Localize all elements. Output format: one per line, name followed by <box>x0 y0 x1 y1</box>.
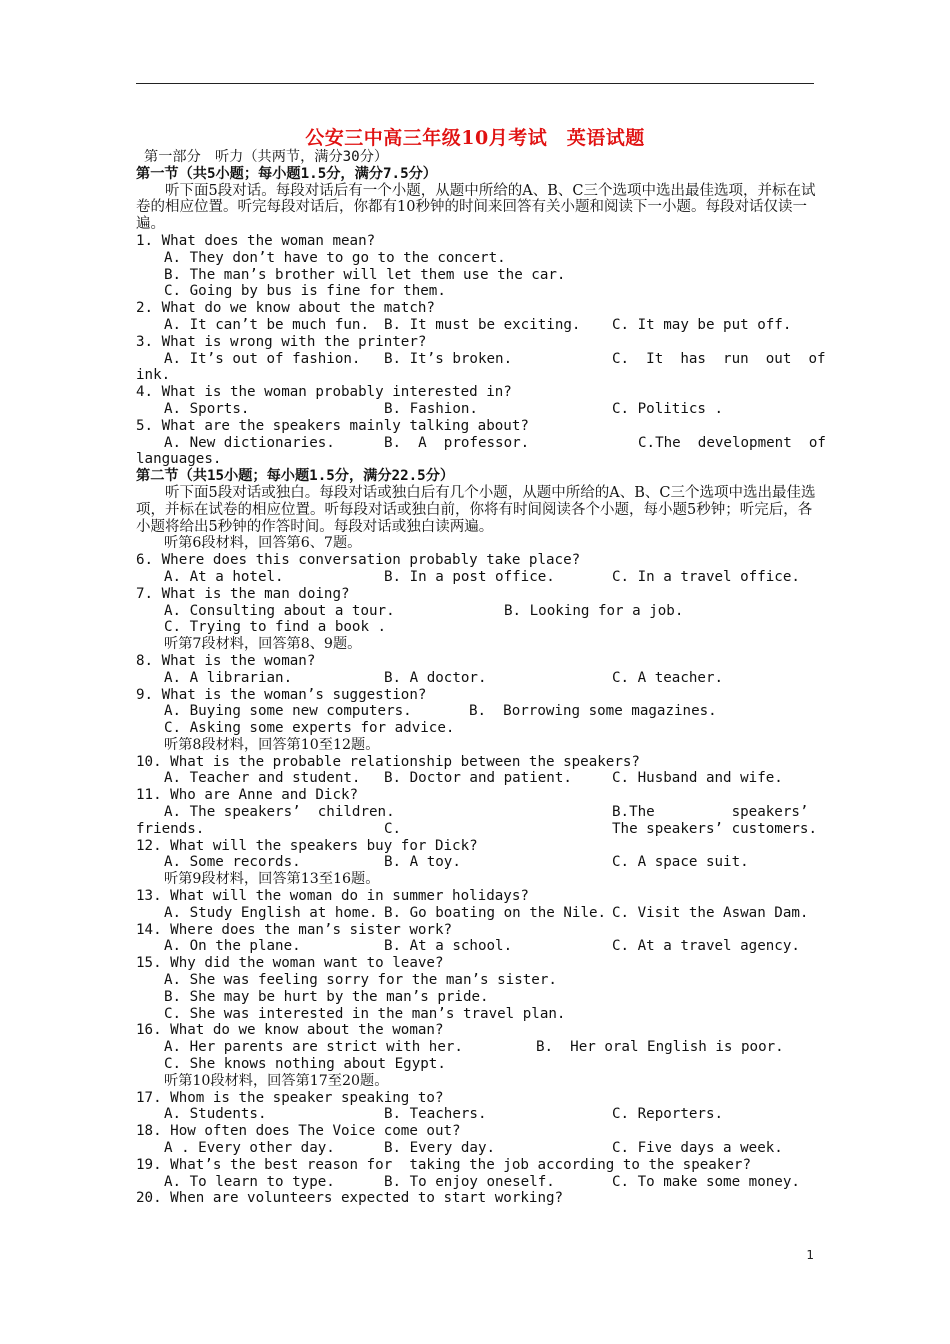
question-stem: 14. Where does the man’s sister work? <box>136 921 453 938</box>
section1-heading: 第一节（共5小题；每小题1.5分，满分7.5分） <box>136 165 437 182</box>
option-c: The speakers’ customers. <box>612 820 817 837</box>
options-row <box>136 905 816 922</box>
option-a: A . Every other day. <box>164 1140 335 1157</box>
option-b: B. Borrowing some magazines. <box>469 703 717 720</box>
option-b: B. Teachers. <box>384 1106 487 1123</box>
question-stem: 2. What do we know about the match? <box>136 300 435 317</box>
option-c: C. Reporters. <box>612 1106 724 1123</box>
question-stem: 7. What is the man doing? <box>136 585 350 602</box>
option-a: A. Sports. <box>164 400 250 417</box>
options-row <box>136 854 816 871</box>
option-b: B. At a school. <box>384 938 513 955</box>
option-b: B. To enjoy oneself. <box>384 1173 555 1190</box>
option-a: A. A librarian. <box>164 669 293 686</box>
option-a: A. Study English at home. <box>164 904 378 921</box>
option-b: B. It’s broken. <box>384 350 513 367</box>
option-a: A. At a hotel. <box>164 568 284 585</box>
option-c: C. It has run out of <box>612 350 826 367</box>
section2-heading: 第二节（共15小题；每小题1.5分，满分22.5分） <box>136 468 455 485</box>
options-row <box>136 804 816 821</box>
options-row <box>136 670 816 687</box>
option-c: C. Trying to find a book . <box>164 619 387 636</box>
option-b: B. It must be exciting. <box>384 316 581 333</box>
exam-body <box>136 149 826 1207</box>
option-b: B. Go boating on the Nile. <box>384 904 607 921</box>
options-row <box>136 821 816 838</box>
section2-instructions: 听下面5段对话或独白。每段对话或独白后有几个小题，从题中所给的A、B、C三个选项中选出最佳选项，并标在试卷的相应位置。听每段对话或独白前，你将有时间阅读各个小题，每小题5秒钟；听完后，各小题将给出5秒钟的作答时间。每段对话或独白读两遍。 <box>136 484 816 535</box>
option-c: C. Politics . <box>612 400 724 417</box>
option-a: A. It can’t be much fun. <box>164 316 369 333</box>
option-b: B. Every day. <box>384 1140 496 1157</box>
question-stem: 4. What is the woman probably interested in? <box>136 384 512 401</box>
header-rule <box>136 83 814 84</box>
options-row <box>136 434 826 452</box>
options-row <box>136 317 816 334</box>
option-b: B. A toy. <box>384 854 461 871</box>
option-b: B. A doctor. <box>384 669 487 686</box>
material-note: 听第8段材料，回答第10至12题。 <box>164 736 380 753</box>
option-b: B. In a post office. <box>384 568 555 585</box>
question-stem: 11. Who are Anne and Dick? <box>136 787 359 804</box>
option-b: B. The man’s brother will let them use the car. <box>164 266 566 283</box>
option-c: C. She was interested in the man’s travel plan. <box>164 1005 566 1022</box>
question-stem: 13. What will the woman do in summer holidays? <box>136 888 529 905</box>
page-number: 1 <box>806 1248 814 1262</box>
option-c: C.The development of <box>638 434 826 451</box>
option-c: C. A teacher. <box>612 669 724 686</box>
option-a: A. They don’t have to go to the concert. <box>164 249 506 266</box>
page-title: 公安三中高三年级10月考试 英语试题 <box>305 127 645 149</box>
question-stem: 17. Whom is the speaker speaking to? <box>136 1089 444 1106</box>
option-b: B. A professor. <box>384 434 530 451</box>
option-a: A. Students. <box>164 1106 267 1123</box>
option-a: A. Her parents are strict with her. <box>164 1039 463 1056</box>
option-a: A. New dictionaries. <box>164 434 335 451</box>
question-stem: 18. How often does The Voice come out? <box>136 1123 461 1140</box>
option-a: A. To learn to type. <box>164 1173 335 1190</box>
part-heading: 第一部分 听力（共两节，满分30分） <box>144 149 389 165</box>
question-stem: 5. What are the speakers mainly talking about? <box>136 417 529 434</box>
question-stem: 10. What is the probable relationship between the speakers? <box>136 753 640 770</box>
option-c: C. At a travel agency. <box>612 938 800 955</box>
option-c: C. Asking some experts for advice. <box>164 720 455 737</box>
material-note: 听第9段材料，回答第13至16题。 <box>164 871 380 888</box>
option-c: C. Five days a week. <box>612 1140 783 1157</box>
question-stem: 15. Why did the woman want to leave? <box>136 955 444 972</box>
option-c: C. She knows nothing about Egypt. <box>164 1056 446 1073</box>
options-row <box>136 1106 816 1123</box>
option-c: C. A space suit. <box>612 854 749 871</box>
option-a: A. Teacher and student. <box>164 770 361 787</box>
option-a: A. It’s out of fashion. <box>164 350 361 367</box>
option-b-continued: friends. <box>136 820 205 837</box>
section1-instructions: 听下面5段对话。每段对话后有一个小题，从题中所给的A、B、C三个选项中选出最佳选项，并标在试卷的相应位置。听完每段对话后，你都有10秒钟的时间来回答有关小题和阅读下一小题。每段对话仅读一遍。 <box>136 182 816 233</box>
question-stem: 19. What’s the best reason for taking the job according to the speaker? <box>136 1156 751 1173</box>
option-a: A. Buying some new computers. <box>164 703 412 720</box>
option-a: A. The speakers’ children. <box>164 804 395 821</box>
option-b: B. Her oral English is poor. <box>536 1039 784 1056</box>
option-b: B. Fashion. <box>384 400 478 417</box>
material-note: 听第7段材料，回答第8、9题。 <box>164 636 362 653</box>
option-b: B. Doctor and patient. <box>384 770 572 787</box>
options-row <box>136 703 816 720</box>
option-b: B. Looking for a job. <box>504 602 684 619</box>
option-c: C. To make some money. <box>612 1173 800 1190</box>
question-stem: 9. What is the woman’s suggestion? <box>136 686 427 703</box>
question-stem: 20. When are volunteers expected to start working? <box>136 1190 564 1207</box>
options-row <box>136 1140 816 1157</box>
question-stem: 3. What is wrong with the printer? <box>136 333 427 350</box>
option-a: A. On the plane. <box>164 938 301 955</box>
options-row <box>136 1174 816 1191</box>
option-c-continued: languages. <box>136 451 222 468</box>
option-b: B.The speakers’ <box>612 804 809 821</box>
option-c: C. In a travel office. <box>612 568 800 585</box>
option-a: A. Some records. <box>164 854 301 871</box>
option-c: C. Going by bus is fine for them. <box>164 283 446 300</box>
question-stem: 8. What is the woman? <box>136 652 316 669</box>
question-stem: 1. What does the woman mean? <box>136 232 376 249</box>
option-c-continued: ink. <box>136 367 171 384</box>
material-note: 听第6段材料，回答第6、7题。 <box>164 535 362 552</box>
question-stem: 16. What do we know about the woman? <box>136 1022 444 1039</box>
question-stem: 6. Where does this conversation probably take place? <box>136 552 581 569</box>
option-c: C. Visit the Aswan Dam. <box>612 904 809 921</box>
options-row <box>136 401 816 418</box>
options-row <box>136 938 816 955</box>
option-c: C. Husband and wife. <box>612 770 783 787</box>
material-note: 听第10段材料，回答第17至20题。 <box>164 1072 389 1089</box>
options-row <box>136 350 826 368</box>
options-row <box>136 569 816 586</box>
option-c-label: C. <box>384 820 402 837</box>
options-row <box>136 1039 816 1056</box>
options-row <box>136 603 816 620</box>
option-c: C. It may be put off. <box>612 316 792 333</box>
option-b: B. She may be hurt by the man’s pride. <box>164 988 489 1005</box>
option-a: A. Consulting about a tour. <box>164 602 395 619</box>
question-stem: 12. What will the speakers buy for Dick? <box>136 837 478 854</box>
options-row <box>136 770 816 787</box>
option-a: A. She was feeling sorry for the man’s sister. <box>164 972 557 989</box>
